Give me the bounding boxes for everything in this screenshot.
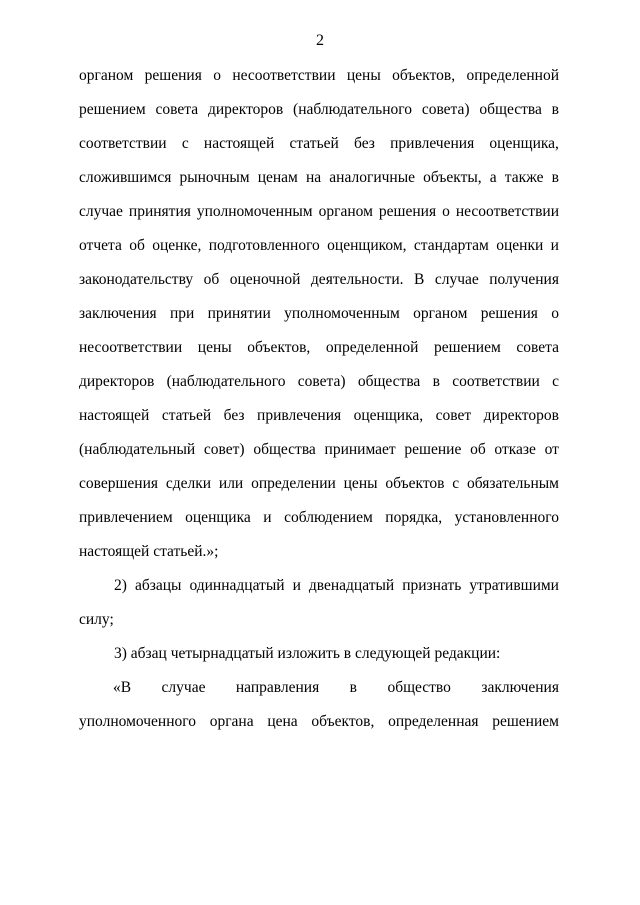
word: ценам: [257, 169, 298, 186]
word: настоящей: [79, 407, 150, 424]
word: решением: [79, 101, 146, 118]
word: общества: [479, 101, 542, 118]
word: с: [552, 373, 559, 390]
text-line: [79, 235, 559, 269]
text-line: [79, 507, 559, 541]
list-item-2: [79, 575, 559, 643]
word: совета: [155, 101, 199, 118]
word: двенадцатый: [308, 577, 395, 594]
word: объекты,: [423, 169, 482, 186]
word: уполномоченного: [79, 713, 196, 730]
word: принятии: [207, 305, 271, 322]
word: соблюдением: [284, 509, 373, 526]
word: общества: [357, 373, 421, 390]
word: совет: [435, 407, 472, 424]
word: с: [181, 135, 189, 152]
word: оценщика,: [489, 135, 559, 152]
paragraph-continuation: [79, 65, 559, 575]
text-line: [79, 201, 559, 235]
word: заключения: [79, 305, 157, 322]
text-line: [79, 439, 559, 473]
word: совета): [297, 373, 346, 390]
word: решения: [378, 203, 437, 220]
text-line: [79, 677, 559, 711]
word: о: [213, 67, 221, 84]
word: определенная: [388, 713, 479, 730]
text-line: 3) абзац четырнадцатый изложить в следующей редакции:: [114, 645, 501, 662]
word: объектов,: [311, 713, 375, 730]
word: цена: [267, 713, 298, 730]
word: 2): [114, 577, 127, 594]
word: установленного: [454, 509, 559, 526]
word: с: [452, 475, 460, 492]
text-line: настоящей статьей.»;: [79, 543, 219, 560]
text-line: [79, 473, 559, 507]
word: органом: [413, 305, 468, 322]
word: совет): [203, 441, 245, 458]
word: заключения: [481, 679, 559, 696]
word: «В: [113, 679, 132, 696]
word: деятельности.: [310, 271, 404, 288]
word: совершения: [79, 475, 159, 492]
word: цены: [197, 339, 232, 356]
word: оценке,: [152, 237, 202, 254]
word: направления: [235, 679, 320, 696]
word: об: [203, 271, 220, 288]
word: объектов,: [247, 339, 311, 356]
word: или: [218, 475, 244, 492]
text-line: [79, 303, 559, 337]
word: случае: [161, 679, 206, 696]
word: органом: [79, 67, 134, 84]
word: несоответствии: [232, 67, 336, 84]
word: без: [354, 135, 375, 152]
word: решением: [434, 339, 501, 356]
text-line: [79, 65, 559, 99]
word: случае: [434, 271, 479, 288]
word: органа: [209, 713, 254, 730]
word: на: [305, 169, 322, 186]
word: об: [470, 441, 486, 458]
word: сделки: [165, 475, 212, 492]
word: определенной: [325, 339, 419, 356]
word: абзацы: [134, 577, 182, 594]
word: определенной: [466, 67, 559, 84]
word: общество: [387, 679, 451, 696]
word: об: [129, 237, 145, 254]
word: привлечения: [390, 135, 475, 152]
word: оценки: [496, 237, 544, 254]
text-line: [79, 337, 559, 371]
word: объектов,: [392, 67, 456, 84]
word: законодательству: [79, 271, 194, 288]
word: одиннадцатый: [189, 577, 285, 594]
word: совета): [421, 101, 470, 118]
word: и: [550, 237, 559, 254]
word: от: [544, 441, 559, 458]
word: привлечением: [79, 509, 173, 526]
word: случае: [79, 203, 123, 220]
word: принятия: [128, 203, 191, 220]
word: рыночным: [179, 169, 250, 186]
word: объектов: [385, 475, 445, 492]
word: (наблюдательного: [293, 101, 412, 118]
word: уполномоченным: [196, 203, 313, 220]
word: и: [292, 577, 301, 594]
word: уполномоченным: [284, 305, 400, 322]
word: директоров: [483, 407, 559, 424]
document-body: [79, 65, 559, 745]
word: утратившими: [469, 577, 559, 594]
word: отчета: [79, 237, 122, 254]
word: оценщика,: [353, 407, 424, 424]
page-number: 2: [316, 32, 324, 49]
word: решением: [492, 713, 559, 730]
word: принимает: [324, 441, 396, 458]
word: решения: [144, 67, 202, 84]
word: в: [349, 679, 357, 696]
word: о: [442, 203, 450, 220]
word: настоящей: [203, 135, 275, 152]
word: органом: [318, 203, 373, 220]
word: обязательным: [467, 475, 559, 492]
word: без: [223, 407, 245, 424]
word: решение: [404, 441, 462, 458]
text-line: [79, 167, 559, 201]
word: решения: [480, 305, 538, 322]
word: цены: [343, 475, 378, 492]
word: несоответствии: [79, 339, 183, 356]
text-line: [79, 575, 559, 609]
word: аналогичные: [329, 169, 415, 186]
word: стандартам: [413, 237, 489, 254]
text-line: [79, 405, 559, 439]
word: а: [489, 169, 497, 186]
word: порядка,: [385, 509, 443, 526]
word: В: [414, 271, 425, 288]
word: получения: [489, 271, 559, 288]
word: подготовленного: [208, 237, 320, 254]
list-item-3: [79, 643, 559, 677]
text-line: [79, 269, 559, 303]
word: общества: [253, 441, 316, 458]
word: соответствии: [452, 373, 540, 390]
text-line: [79, 711, 559, 745]
word: отказе: [494, 441, 536, 458]
word: также: [504, 169, 544, 186]
word: директоров: [207, 101, 284, 118]
word: цены: [346, 67, 381, 84]
word: статьей: [161, 407, 212, 424]
word: соответствии: [79, 135, 167, 152]
word: в: [551, 169, 559, 186]
word: в: [551, 101, 559, 118]
word: определении: [251, 475, 336, 492]
quoted-paragraph: [79, 677, 559, 745]
text-line: [79, 371, 559, 405]
word: признать: [402, 577, 462, 594]
word: привлечения: [257, 407, 342, 424]
word: и: [263, 509, 272, 526]
word: несоответствии: [455, 203, 559, 220]
word: при: [169, 305, 195, 322]
word: директоров: [79, 373, 155, 390]
word: (наблюдательный: [79, 441, 196, 458]
word: (наблюдательного: [166, 373, 286, 390]
word: статьей: [289, 135, 339, 152]
text-line: [79, 133, 559, 167]
text-line: силу;: [79, 611, 114, 628]
word: оценщика: [185, 509, 251, 526]
word: оценочной: [229, 271, 301, 288]
word: оценщиком,: [327, 237, 407, 254]
word: в: [432, 373, 440, 390]
word: о: [551, 305, 559, 322]
text-line: [79, 99, 559, 133]
word: совета: [516, 339, 559, 356]
word: сложившимся: [79, 169, 172, 186]
